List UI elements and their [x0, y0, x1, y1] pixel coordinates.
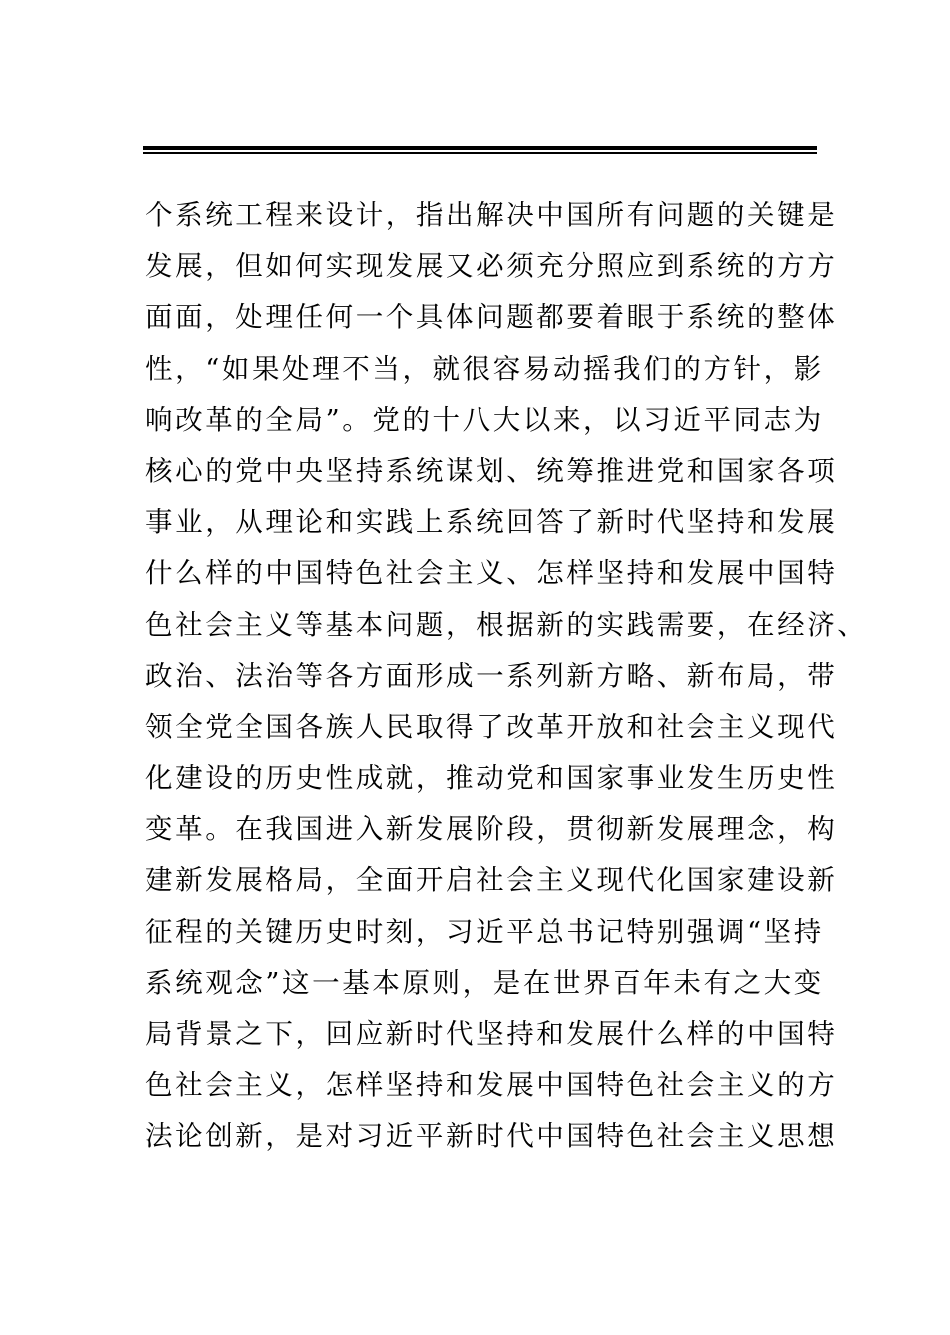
text-line: 性，“如果处理不当，就很容易动摇我们的方针，影 [145, 352, 824, 385]
header-rule-thin [143, 152, 817, 154]
text-line: 个系统工程来设计，指出解决中国所有问题的关键是 [145, 199, 838, 231]
text-line: 征程的关键历史时刻，习近平总书记特别强调“坚持 [145, 915, 824, 948]
text-line: 系统观念”这一基本原则，是在世界百年未有之大变 [145, 966, 824, 999]
text-line: 响改革的全局”。党的十八大以来，以习近平同志为 [145, 403, 824, 436]
text-line: 局背景之下，回应新时代坚持和发展什么样的中国特 [145, 1018, 838, 1050]
body-paragraph [145, 190, 868, 1163]
text-line: 建新发展格局，全面开启社会主义现代化国家建设新 [145, 864, 838, 897]
text-line: 什么样的中国特色社会主义、怎样坚持和发展中国特 [145, 557, 838, 590]
text-line: 核心的党中央坚持系统谋划、统筹推进党和国家各项 [145, 454, 838, 487]
header-rule-thick [143, 146, 817, 150]
text-line: 法论创新，是对习近平新时代中国特色社会主义思想 [145, 1120, 838, 1153]
text-line: 发展，但如何实现发展又必须充分照应到系统的方方 [145, 250, 838, 283]
text-line: 变革。在我国进入新发展阶段，贯彻新发展理念，构 [145, 813, 838, 846]
text-line: 事业，从理论和实践上系统回答了新时代坚持和发展 [145, 506, 838, 539]
text-line: 化建设的历史性成就，推动党和国家事业发生历史性 [145, 762, 838, 795]
text-line: 面面，处理任何一个具体问题都要着眼于系统的整体 [145, 301, 838, 334]
text-line: 色社会主义，怎样坚持和发展中国特色社会主义的方 [145, 1069, 838, 1102]
header-double-rule [143, 146, 817, 154]
text-line: 领全党全国各族人民取得了改革开放和社会主义现代 [145, 710, 838, 743]
text-line: 政治、法治等各方面形成一系列新方略、新布局，带 [145, 659, 838, 692]
text-line: 色社会主义等基本问题，根据新的实践需要，在经济、 [145, 608, 868, 641]
